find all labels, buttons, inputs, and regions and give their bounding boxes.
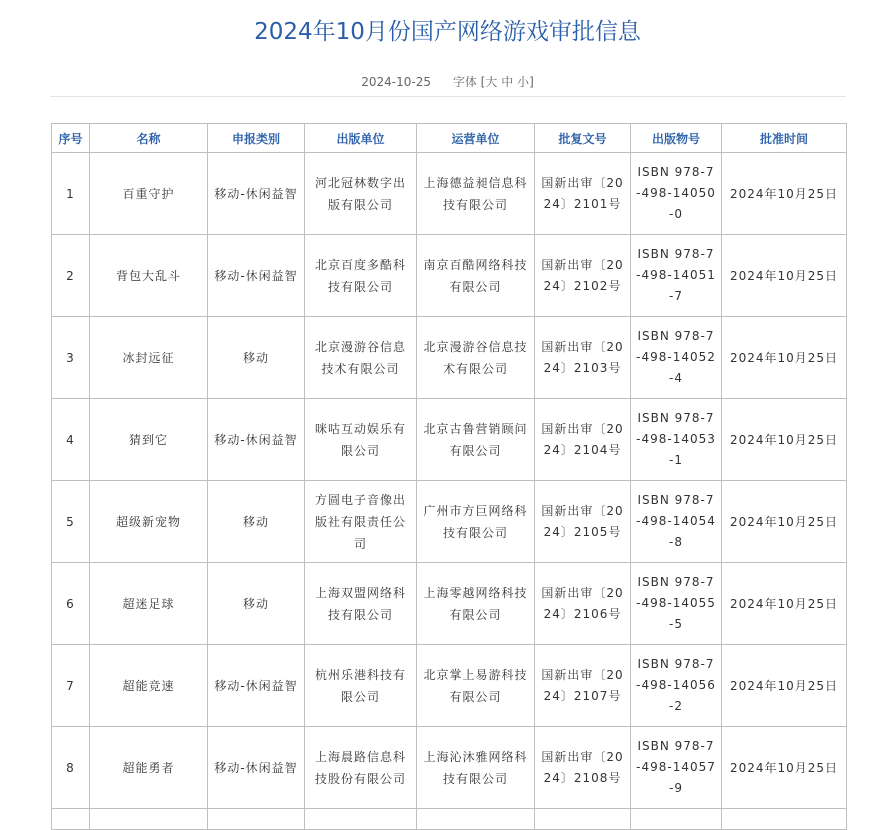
- cell-operator: 北京古鲁营销顾问有限公司: [417, 399, 535, 481]
- cell-index: 5: [52, 481, 90, 563]
- cell-category: 移动: [208, 481, 305, 563]
- cell-approval-number: 国新出审〔2024〕2106号: [535, 563, 631, 645]
- cell-approval-date: 2024年10月25日: [722, 235, 847, 317]
- cell-category: 移动: [208, 563, 305, 645]
- header-name: 名称: [90, 124, 208, 153]
- table-row: [52, 153, 847, 235]
- font-small-option[interactable]: 小: [517, 75, 530, 89]
- header-approval-number: 批复文号: [535, 124, 631, 153]
- cell-category: 移动: [208, 317, 305, 399]
- table-row: [52, 399, 847, 481]
- cell-approval-date: 2024年10月25日: [722, 399, 847, 481]
- cell-approval-number: 国新出审〔2024〕2107号: [535, 645, 631, 727]
- cell-approval-number: 国新出审〔2024〕2105号: [535, 481, 631, 563]
- cell-operator: 南京百酷网络科技有限公司: [417, 235, 535, 317]
- cell-name: 冰封远征: [90, 317, 208, 399]
- cell-operator: 上海零越网络科技有限公司: [417, 563, 535, 645]
- cell-approval-number: 国新出审〔2024〕2104号: [535, 399, 631, 481]
- article-meta: [0, 74, 895, 90]
- cell-publisher: 上海双盟网络科技有限公司: [305, 563, 417, 645]
- cell-operator: 北京掌上易游科技有限公司: [417, 645, 535, 727]
- cell-empty: [722, 809, 847, 830]
- page-title: 2024年10月份国产网络游戏审批信息: [254, 19, 641, 45]
- cell-isbn: ISBN 978-7-498-14057-9: [631, 727, 722, 809]
- cell-approval-date: 2024年10月25日: [722, 481, 847, 563]
- table-row: [52, 317, 847, 399]
- cell-empty: [535, 809, 631, 830]
- cell-operator: 上海沁沐雅网络科技有限公司: [417, 727, 535, 809]
- cell-empty: [417, 809, 535, 830]
- cell-isbn: ISBN 978-7-498-14050-0: [631, 153, 722, 235]
- cell-index: 4: [52, 399, 90, 481]
- cell-name: 超迷足球: [90, 563, 208, 645]
- cell-publisher: 咪咕互动娱乐有限公司: [305, 399, 417, 481]
- font-bracket-close: ]: [529, 75, 534, 89]
- cell-publisher: 上海晨路信息科技股份有限公司: [305, 727, 417, 809]
- cell-empty: [305, 809, 417, 830]
- table-row: [52, 727, 847, 809]
- cell-category: 移动-休闲益智: [208, 235, 305, 317]
- header-publisher: 出版单位: [305, 124, 417, 153]
- cell-approval-number: 国新出审〔2024〕2108号: [535, 727, 631, 809]
- cell-approval-number: 国新出审〔2024〕2103号: [535, 317, 631, 399]
- cell-name: 超能勇者: [90, 727, 208, 809]
- cell-publisher: 北京百度多酷科技有限公司: [305, 235, 417, 317]
- cell-isbn: ISBN 978-7-498-14053-1: [631, 399, 722, 481]
- cell-operator: 上海德益昶信息科技有限公司: [417, 153, 535, 235]
- cell-operator: 北京漫游谷信息技术有限公司: [417, 317, 535, 399]
- cell-name: 猜到它: [90, 399, 208, 481]
- cell-operator: 广州市方巨网络科技有限公司: [417, 481, 535, 563]
- table-row: [52, 481, 847, 563]
- cell-category: 移动-休闲益智: [208, 399, 305, 481]
- cell-index: 2: [52, 235, 90, 317]
- font-medium-option[interactable]: 中: [501, 75, 514, 89]
- cell-approval-date: 2024年10月25日: [722, 563, 847, 645]
- cell-publisher: 杭州乐港科技有限公司: [305, 645, 417, 727]
- cell-category: 移动-休闲益智: [208, 727, 305, 809]
- table-header-row: [52, 124, 847, 153]
- cell-publisher: 河北冠林数字出版有限公司: [305, 153, 417, 235]
- cell-publisher: 方圆电子音像出版社有限责任公司: [305, 481, 417, 563]
- header-approval-date: 批准时间: [722, 124, 847, 153]
- font-bracket-open: [: [480, 75, 486, 89]
- header-index: 序号: [52, 124, 90, 153]
- cell-approval-date: 2024年10月25日: [722, 645, 847, 727]
- cell-isbn: ISBN 978-7-498-14055-5: [631, 563, 722, 645]
- table-row-partial: [52, 809, 847, 830]
- approval-table-container: [51, 123, 846, 830]
- cell-name: 百重守护: [90, 153, 208, 235]
- table-row: [52, 235, 847, 317]
- table-row: [52, 563, 847, 645]
- cell-index: 8: [52, 727, 90, 809]
- cell-approval-number: 国新出审〔2024〕2101号: [535, 153, 631, 235]
- approval-table: [51, 123, 847, 830]
- cell-category: 移动-休闲益智: [208, 153, 305, 235]
- cell-approval-number: 国新出审〔2024〕2102号: [535, 235, 631, 317]
- cell-approval-date: 2024年10月25日: [722, 727, 847, 809]
- header-isbn: 出版物号: [631, 124, 722, 153]
- cell-empty: [52, 809, 90, 830]
- cell-empty: [208, 809, 305, 830]
- cell-isbn: ISBN 978-7-498-14051-7: [631, 235, 722, 317]
- cell-name: 超能竞速: [90, 645, 208, 727]
- cell-empty: [631, 809, 722, 830]
- cell-isbn: ISBN 978-7-498-14054-8: [631, 481, 722, 563]
- cell-index: 7: [52, 645, 90, 727]
- cell-name: 背包大乱斗: [90, 235, 208, 317]
- font-size-label: 字体: [452, 75, 477, 89]
- cell-isbn: ISBN 978-7-498-14056-2: [631, 645, 722, 727]
- cell-name: 超级新宠物: [90, 481, 208, 563]
- cell-empty: [90, 809, 208, 830]
- publish-date: 2024-10-25: [361, 75, 431, 89]
- cell-publisher: 北京漫游谷信息技术有限公司: [305, 317, 417, 399]
- font-large-option[interactable]: 大: [485, 75, 498, 89]
- cell-index: 3: [52, 317, 90, 399]
- cell-index: 1: [52, 153, 90, 235]
- cell-approval-date: 2024年10月25日: [722, 153, 847, 235]
- cell-approval-date: 2024年10月25日: [722, 317, 847, 399]
- table-row: [52, 645, 847, 727]
- cell-isbn: ISBN 978-7-498-14052-4: [631, 317, 722, 399]
- cell-index: 6: [52, 563, 90, 645]
- header-category: 申报类别: [208, 124, 305, 153]
- header-divider: [50, 96, 846, 97]
- header-operator: 运营单位: [417, 124, 535, 153]
- cell-category: 移动-休闲益智: [208, 645, 305, 727]
